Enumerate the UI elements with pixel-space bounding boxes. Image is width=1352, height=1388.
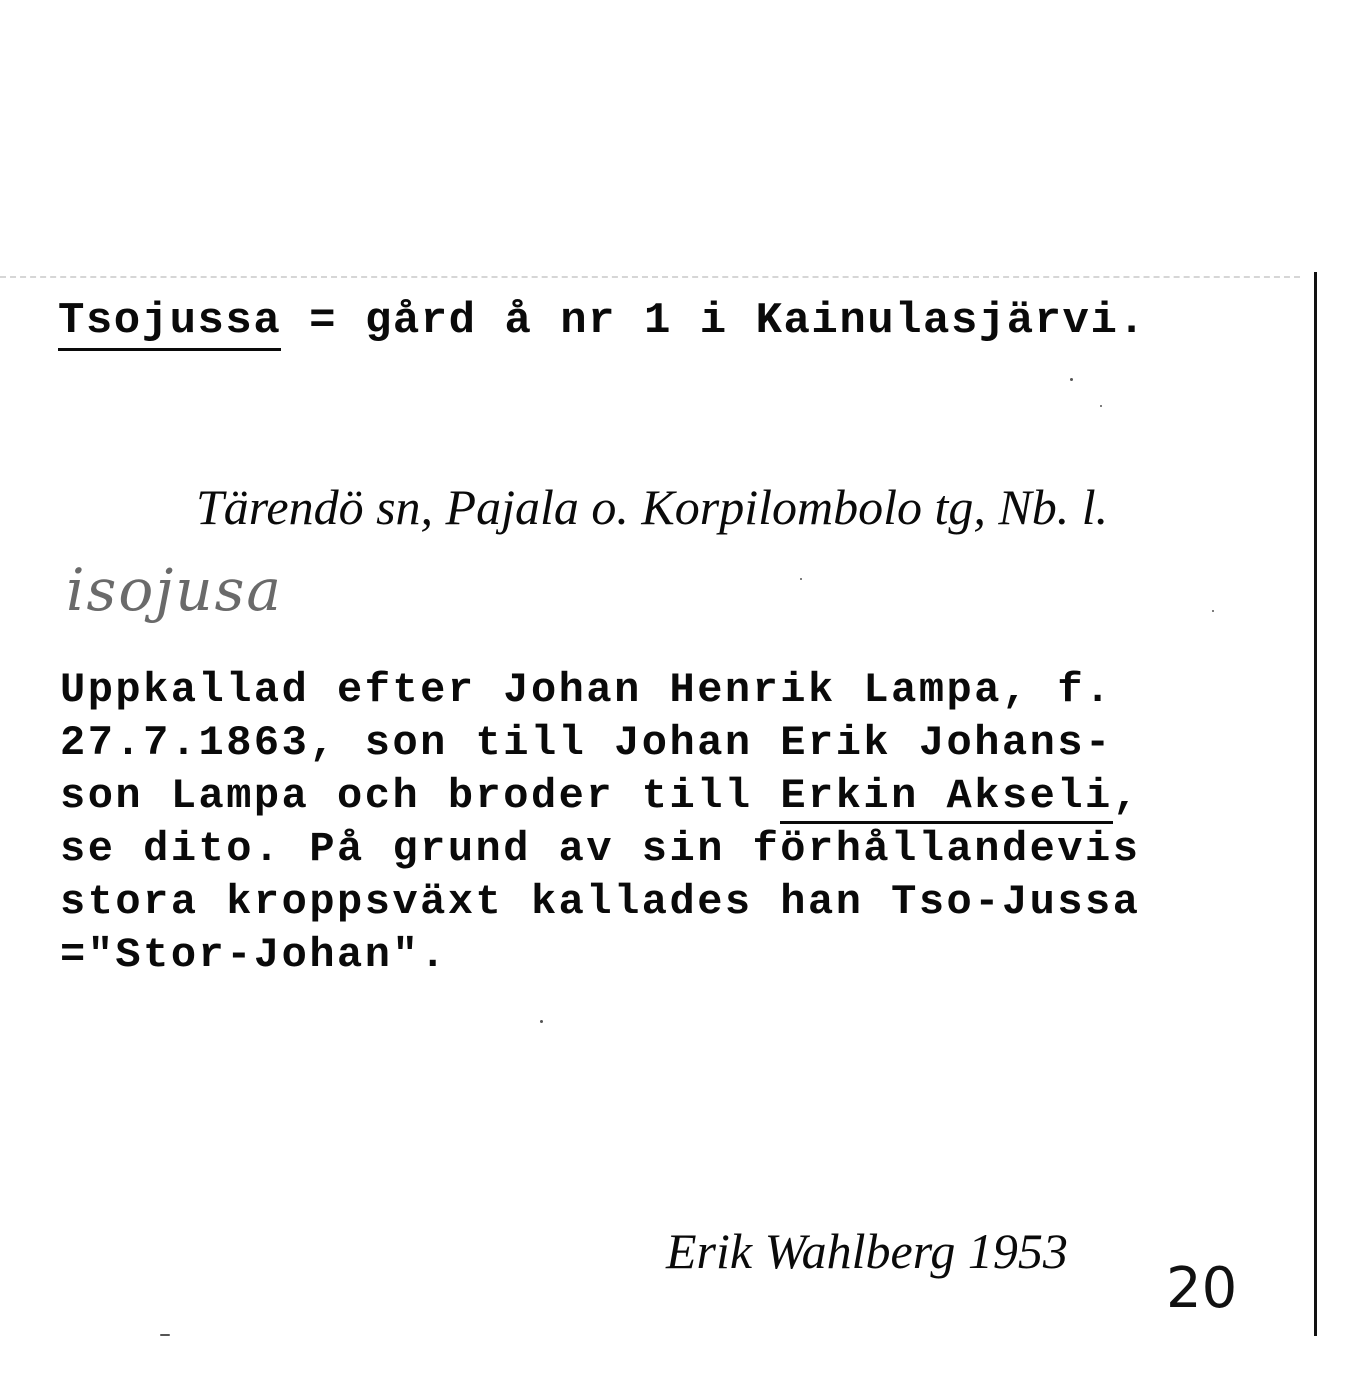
body-line (60, 823, 1270, 876)
body-line (60, 770, 1270, 823)
body-line (60, 929, 1270, 982)
cross-reference-link[interactable]: Erkin Akseli (780, 772, 1112, 824)
page-number: 20 (1166, 1256, 1238, 1321)
scan-speck (1070, 378, 1073, 381)
body-line-text: se dito. På grund av sin förhållandevis (60, 825, 1141, 873)
headline-term: Tsojussa (58, 296, 281, 351)
card-right-edge (1314, 272, 1317, 1336)
body-text (60, 664, 1270, 982)
scan-speck (1212, 610, 1214, 612)
headline-definition: = gård å nr 1 i Kainulasjärvi. (281, 296, 1147, 346)
scan-speck (160, 1334, 170, 1336)
body-line-text: , (1112, 772, 1141, 820)
headline (58, 296, 1146, 346)
body-line-text: 27.7.1863, son till Johan Erik Johans- (60, 719, 1113, 767)
scan-speck (540, 1020, 543, 1023)
body-line-text: stora kroppsväxt kallades han Tso-Jussa (60, 878, 1141, 926)
scan-speck (1100, 405, 1102, 407)
body-line-text: Uppkallad efter Johan Henrik Lampa, f. (60, 666, 1113, 714)
top-dotted-rule (0, 276, 1300, 278)
body-line (60, 664, 1270, 717)
body-line-text: son Lampa och broder till (60, 772, 781, 820)
body-line (60, 717, 1270, 770)
handwritten-note: isojusa (66, 556, 283, 624)
body-line-text: ="Stor-Johan". (60, 931, 448, 979)
place-reference: Tärendö sn, Pajala o. Korpilombolo tg, Nb. l. (196, 479, 1109, 535)
signature: Erik Wahlberg 1953 (666, 1223, 1068, 1279)
body-line (60, 876, 1270, 929)
scan-speck (800, 578, 802, 580)
